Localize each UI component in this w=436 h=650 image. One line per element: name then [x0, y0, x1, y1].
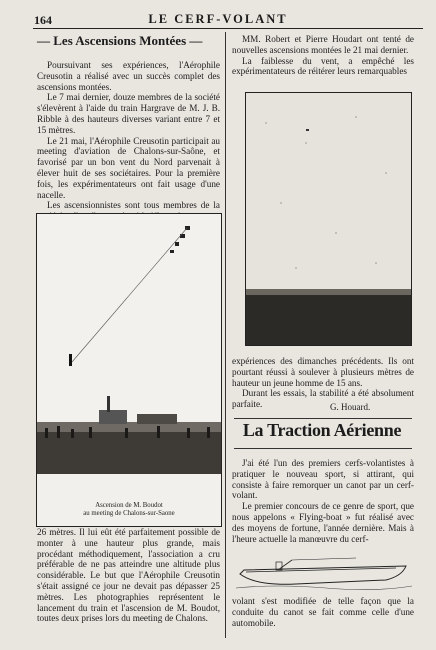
- photo-caption: [37, 502, 221, 518]
- photo-image: [246, 93, 411, 345]
- paragraph: volant s'est modifiée de telle façon que la conduite du canot se fait comme celle d'une automobile.: [232, 596, 414, 628]
- kite-boat-illustration: [236, 552, 412, 592]
- caption-line-2: au meeting de Chalons-sur-Saone: [83, 510, 175, 517]
- right-middle-text: [232, 356, 414, 410]
- article-heading: [37, 33, 225, 49]
- paragraph: La faiblesse du vent, a empêché les expérimentateurs de réitérer leurs remarquables: [232, 55, 414, 77]
- paragraph: Durant les essais, la stabilité a été absolument parfaite.: [232, 388, 414, 410]
- photo-kite-sky: [245, 92, 412, 346]
- header-rule: [33, 28, 423, 29]
- column-divider: [225, 32, 226, 638]
- right-top-text: [232, 34, 414, 77]
- left-bottom-text: [37, 527, 220, 624]
- paragraph: Poursuivant ses expériences, l'Aérophile Creusotin a réalisé avec un succès complet des ascensions montées.: [37, 60, 220, 92]
- right-closing-text: [232, 596, 414, 628]
- paragraph: Le 7 mai dernier, douze membres de la société s'élevèrent à l'aide du train Hargrave de M. J. B. Ribble à des hauteurs diverses variant entre 7 et 15 mètres.: [37, 92, 220, 135]
- section-title: La Traction Aérienne: [242, 420, 402, 440]
- boat-drawing: [236, 552, 412, 592]
- author-signature: G. Houard.: [330, 402, 371, 412]
- page-number: 164: [34, 13, 52, 27]
- paragraph: MM. Robert et Pierre Houdart ont tenté de nouvelles ascensions montées le 21 mai dernier.: [232, 34, 414, 55]
- left-intro-text: [37, 60, 220, 222]
- caption-line-1: Ascension de M. Boudot: [95, 502, 163, 509]
- paragraph: 26 mètres. Il lui eût été parfaitement possible de monter à une hauteur plus grande, mais procédant méthodiquement, l'association a cru préférable de ne pas atteindre une altitude plus considérable. Le but que l'Aérophile Creusotin s'était assigné ce jour ne devait pas dépasser 25 mètres. Les photographies représentent le lancement du train et l'ascension de M. Boudot, toutes deux prises lors du meeting de Chalons.: [37, 527, 220, 624]
- photo-ascension-boudot: [36, 213, 222, 527]
- photo-image: [37, 214, 221, 526]
- paragraph: J'ai été l'un des premiers cerfs-volantistes à pratiquer le nouveau sport, si attirant, qui consiste à faire remorquer un canot par un cerf-volant.: [232, 458, 414, 501]
- paragraph: expériences des dimanches précédents. Ils ont pourtant réussi à soulever à plusieurs mètres de hauteur un jeune homme de 15 ans.: [232, 356, 414, 388]
- paragraph: Le 21 mai, l'Aérophile Creusotin participait au meeting d'aviation de Chalons-sur-Saône, et favorisé par un bon vent du Nord parvenait à élever huit de ses sociétaires. Pour la première fois, les expérimentateurs ont fait usage d'une nacelle.: [37, 135, 220, 200]
- title-rule-top: [234, 418, 412, 419]
- title-rule-bottom: [234, 448, 412, 449]
- heading-dash: —: [189, 33, 203, 48]
- heading-dash: —: [37, 33, 50, 48]
- running-title: LE CERF-VOLANT: [148, 12, 288, 26]
- heading-text: Les Ascensions Montées: [53, 33, 187, 48]
- right-section-text: [232, 458, 414, 544]
- paragraph: Le premier concours de ce genre de sport, que nous appelons « Flying-boat » fut réalisé avec des moyens de fortune, l'année dernière. Mais à l'heure actuelle la manœuvre du cerf-: [232, 501, 414, 544]
- paragraph: Les ascensionnistes sont tous membres de la: [47, 200, 220, 211]
